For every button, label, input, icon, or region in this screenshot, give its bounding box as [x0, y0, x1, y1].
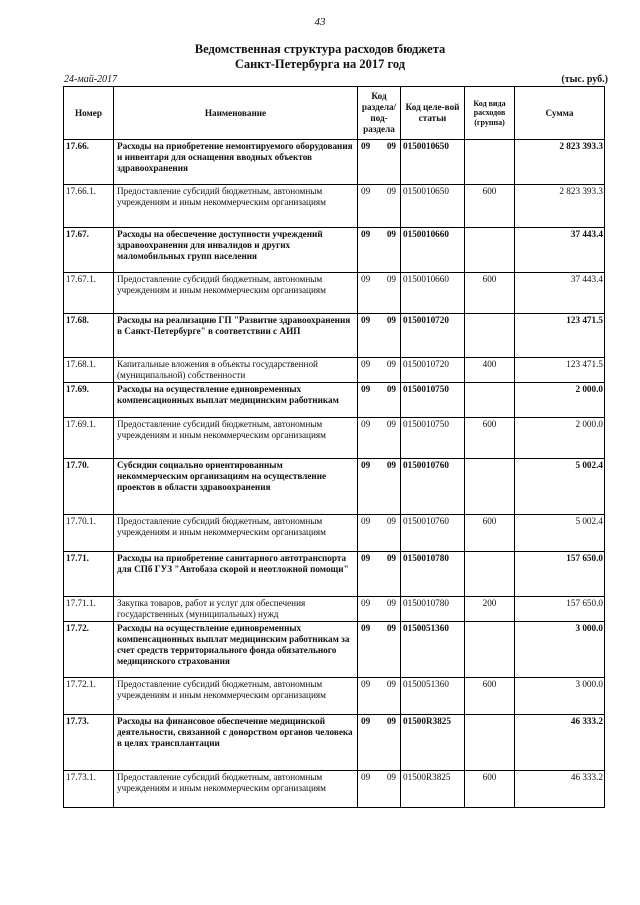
row-section: 09	[361, 141, 371, 151]
row-number: 17.71.1.	[64, 597, 114, 622]
row-amount: 2 823 393.3	[515, 185, 605, 228]
row-subsection: 09	[386, 553, 396, 563]
row-subsection: 09	[386, 229, 396, 239]
row-amount: 123 471.5	[515, 314, 605, 358]
row-name: Предоставление субсидий бюджетным, автономным учреждениям и иным некоммерческим организациям	[114, 418, 358, 459]
row-target-code: 0150010780	[401, 597, 465, 622]
row-section: 09	[361, 315, 371, 325]
table-row-subitem	[64, 273, 605, 314]
row-expense-type	[465, 459, 515, 515]
row-target-code: 0150010660	[401, 273, 465, 314]
row-section: 09	[361, 716, 371, 726]
row-amount: 2 000.0	[515, 418, 605, 459]
col-header-number: Номер	[64, 87, 114, 140]
row-subsection: 09	[386, 598, 396, 608]
table-row-item	[64, 228, 605, 273]
units-label: (тыс. руб.)	[561, 74, 608, 85]
row-subsection: 09	[386, 274, 396, 284]
row-number: 17.72.	[64, 622, 114, 678]
table-row-item	[64, 622, 605, 678]
table-row-item	[64, 715, 605, 771]
row-amount: 46 333.2	[515, 715, 605, 771]
table-header-row	[64, 87, 605, 140]
table-row-item	[64, 140, 605, 185]
row-expense-type: 200	[465, 597, 515, 622]
row-expense-type	[465, 228, 515, 273]
table-row-subitem	[64, 418, 605, 459]
row-name: Расходы на обеспечение доступности учреждений здравоохранения для инвалидов и других маломобильных групп населения	[114, 228, 358, 273]
row-expense-type: 400	[465, 358, 515, 383]
row-number: 17.66.	[64, 140, 114, 185]
row-target-code: 0150010750	[401, 383, 465, 418]
row-expense-type: 600	[465, 771, 515, 808]
row-number: 17.73.	[64, 715, 114, 771]
row-amount: 2 000.0	[515, 383, 605, 418]
row-amount: 5 002.4	[515, 515, 605, 552]
row-expense-type	[465, 383, 515, 418]
row-expense-type	[465, 552, 515, 597]
row-section-code	[358, 715, 401, 771]
row-section: 09	[361, 598, 371, 608]
row-target-code: 0150051360	[401, 622, 465, 678]
row-subsection: 09	[386, 772, 396, 782]
row-section-code	[358, 140, 401, 185]
table-row-subitem	[64, 358, 605, 383]
row-target-code: 0150010760	[401, 515, 465, 552]
row-section: 09	[361, 772, 371, 782]
row-number: 17.73.1.	[64, 771, 114, 808]
row-target-code: 0150010780	[401, 552, 465, 597]
expenditure-table	[63, 86, 605, 808]
row-amount: 3 000.0	[515, 678, 605, 715]
row-name: Расходы на реализацию ГП "Развитие здравоохранения в Санкт-Петербурге" в соответствии с АИП	[114, 314, 358, 358]
table-row-subitem	[64, 771, 605, 808]
row-amount: 5 002.4	[515, 459, 605, 515]
row-amount: 2 823 393.3	[515, 140, 605, 185]
row-name: Закупка товаров, работ и услуг для обеспечения государственных (муниципальных) нужд	[114, 597, 358, 622]
document-date: 24-май-2017	[64, 74, 118, 85]
row-expense-type	[465, 622, 515, 678]
row-expense-type: 600	[465, 273, 515, 314]
col-header-target: Код целе-вой статьи	[401, 87, 465, 140]
row-section-code	[358, 273, 401, 314]
row-number: 17.66.1.	[64, 185, 114, 228]
row-number: 17.70.1.	[64, 515, 114, 552]
row-section-code	[358, 622, 401, 678]
row-section: 09	[361, 460, 371, 470]
row-target-code: 01500R3825	[401, 715, 465, 771]
row-section-code	[358, 771, 401, 808]
row-amount: 3 000.0	[515, 622, 605, 678]
row-target-code: 0150051360	[401, 678, 465, 715]
row-name: Расходы на финансовое обеспечение медицинской деятельности, связанной с донорством органов человека в целях трансплантации	[114, 715, 358, 771]
row-amount: 123 471.5	[515, 358, 605, 383]
row-target-code: 0150010720	[401, 358, 465, 383]
row-name: Предоставление субсидий бюджетным, автономным учреждениям и иным некоммерческим организациям	[114, 771, 358, 808]
row-amount: 157 650.0	[515, 597, 605, 622]
row-section: 09	[361, 623, 371, 633]
table-row-item	[64, 314, 605, 358]
col-header-expense-type: Код вида расходов (группа)	[465, 87, 515, 140]
row-section: 09	[361, 384, 371, 394]
row-subsection: 09	[386, 679, 396, 689]
row-amount: 157 650.0	[515, 552, 605, 597]
col-header-section: Код раздела/ под-раздела	[358, 87, 401, 140]
row-subsection: 09	[386, 516, 396, 526]
row-section-code	[358, 678, 401, 715]
row-section-code	[358, 228, 401, 273]
row-section: 09	[361, 229, 371, 239]
row-name: Предоставление субсидий бюджетным, автономным учреждениям и иным некоммерческим организациям	[114, 185, 358, 228]
row-section-code	[358, 418, 401, 459]
row-amount: 46 333.2	[515, 771, 605, 808]
row-section-code	[358, 459, 401, 515]
row-section: 09	[361, 419, 371, 429]
row-name: Субсидии социально ориентированным некоммерческим организациям на осуществление проектов в области здравоохранения	[114, 459, 358, 515]
row-target-code: 01500R3825	[401, 771, 465, 808]
row-expense-type: 600	[465, 515, 515, 552]
row-number: 17.69.1.	[64, 418, 114, 459]
row-subsection: 09	[386, 359, 396, 369]
row-number: 17.72.1.	[64, 678, 114, 715]
row-expense-type: 600	[465, 418, 515, 459]
row-expense-type	[465, 715, 515, 771]
title-line-1: Ведомственная структура расходов бюджета	[194, 42, 446, 56]
row-name: Расходы на приобретение санитарного автотранспорта для СПб ГУЗ "Автобаза скорой и неотложной помощи"	[114, 552, 358, 597]
table-row-item	[64, 459, 605, 515]
row-subsection: 09	[386, 419, 396, 429]
row-amount: 37 443.4	[515, 228, 605, 273]
col-header-name: Наименование	[114, 87, 358, 140]
row-subsection: 09	[386, 716, 396, 726]
row-number: 17.67.1.	[64, 273, 114, 314]
row-section: 09	[361, 359, 371, 369]
row-name: Предоставление субсидий бюджетным, автономным учреждениям и иным некоммерческим организациям	[114, 515, 358, 552]
row-number: 17.69.	[64, 383, 114, 418]
row-target-code: 0150010660	[401, 228, 465, 273]
row-subsection: 09	[386, 141, 396, 151]
row-expense-type: 600	[465, 678, 515, 715]
row-number: 17.68.1.	[64, 358, 114, 383]
row-name: Предоставление субсидий бюджетным, автономным учреждениям и иным некоммерческим организациям	[114, 678, 358, 715]
row-target-code: 0150010650	[401, 185, 465, 228]
table-row-subitem	[64, 185, 605, 228]
row-target-code: 0150010750	[401, 418, 465, 459]
row-section: 09	[361, 186, 371, 196]
table-row-subitem	[64, 678, 605, 715]
row-number: 17.68.	[64, 314, 114, 358]
row-expense-type	[465, 314, 515, 358]
row-name: Расходы на осуществление единовременных компенсационных выплат медицинским работникам	[114, 383, 358, 418]
table-row-item	[64, 383, 605, 418]
row-subsection: 09	[386, 186, 396, 196]
row-number: 17.71.	[64, 552, 114, 597]
page-number: 43	[314, 16, 326, 28]
row-section: 09	[361, 516, 371, 526]
row-subsection: 09	[386, 623, 396, 633]
row-section-code	[358, 314, 401, 358]
row-section-code	[358, 358, 401, 383]
table-row-item	[64, 552, 605, 597]
row-section-code	[358, 515, 401, 552]
row-expense-type: 600	[465, 185, 515, 228]
table-row-subitem	[64, 597, 605, 622]
row-name: Расходы на приобретение немонтируемого оборудования и инвентаря для оснащения вводных объектов здравоохранения	[114, 140, 358, 185]
row-number: 17.70.	[64, 459, 114, 515]
row-section-code	[358, 185, 401, 228]
title-line-2: Санкт-Петербурга на 2017 год	[234, 57, 406, 71]
row-name: Капитальные вложения в объекты государственной (муниципальной) собственности	[114, 358, 358, 383]
row-target-code: 0150010720	[401, 314, 465, 358]
row-number: 17.67.	[64, 228, 114, 273]
row-section: 09	[361, 679, 371, 689]
row-subsection: 09	[386, 460, 396, 470]
row-target-code: 0150010760	[401, 459, 465, 515]
row-expense-type	[465, 140, 515, 185]
row-section-code	[358, 383, 401, 418]
col-header-amount: Сумма	[515, 87, 605, 140]
row-subsection: 09	[386, 315, 396, 325]
row-name: Расходы на осуществление единовременных компенсационных выплат медицинским работникам за счет средств территориального фонда обязательного медицинского страхования	[114, 622, 358, 678]
row-section-code	[358, 552, 401, 597]
row-section: 09	[361, 553, 371, 563]
row-section: 09	[361, 274, 371, 284]
row-subsection: 09	[386, 384, 396, 394]
document-title	[0, 42, 640, 72]
row-amount: 37 443.4	[515, 273, 605, 314]
row-target-code: 0150010650	[401, 140, 465, 185]
row-section-code	[358, 597, 401, 622]
row-name: Предоставление субсидий бюджетным, автономным учреждениям и иным некоммерческим организациям	[114, 273, 358, 314]
table-row-subitem	[64, 515, 605, 552]
